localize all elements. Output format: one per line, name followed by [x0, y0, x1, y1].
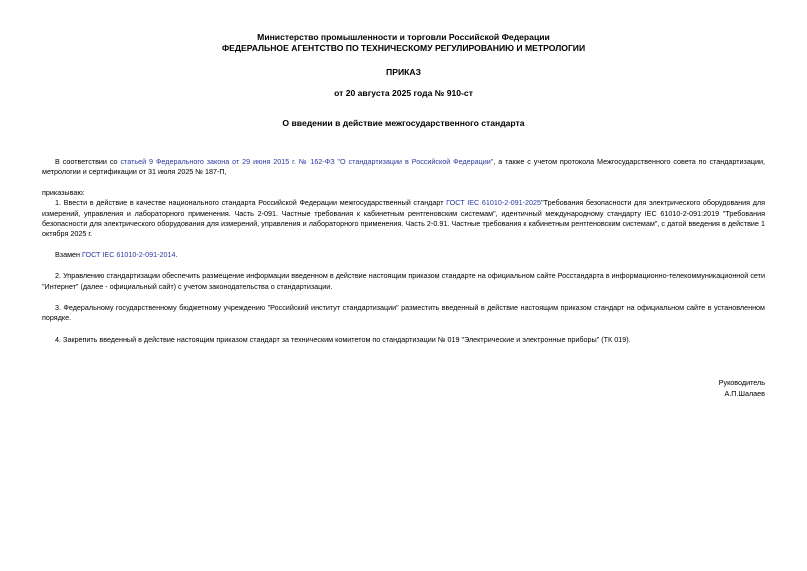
replace-prefix: Взамен: [55, 249, 82, 259]
item-1: [42, 198, 765, 240]
item-2: 2. Управлению стандартизации обеспечить размещение информации введенном в действие настоящим приказом стандарте на официальном сайте Росстандарта в информационно-телекоммуникационной сети "Интернет" (далее - официальный сайт) с учетом законодательства о стандартизации.: [42, 271, 765, 291]
gost-2025-link[interactable]: ГОСТ IEC 61010-2-091-2025: [446, 198, 542, 208]
ministry-heading: Министерство промышленности и торговли Российской Федерации: [257, 32, 550, 42]
preamble-suffix: , а также с учетом протокола Межгосударственного совета по стандартизации, метрологии и сертификации от 31 июля 2025 № 187-П,: [42, 157, 765, 177]
agency-heading: ФЕДЕРАЛЬНОЕ АГЕНТСТВО ПО ТЕХНИЧЕСКОМУ РЕГУЛИРОВАНИЮ И МЕТРОЛОГИИ: [221, 43, 586, 53]
signature-position: Руководитель: [718, 378, 765, 388]
doc-subject: О введении в действие межгосударственного стандарта: [282, 118, 525, 128]
item-4: 4. Закрепить введенный в действие настоящим приказом стандарт за техническим комитетом по стандартизации № 019 "Электрические и электронные приборы" (ТК 019).: [55, 334, 631, 344]
replace-suffix: .: [175, 249, 178, 259]
replacement-paragraph: [42, 250, 765, 260]
preamble-paragraph: [42, 157, 765, 178]
signature-name: А.П.Шалаев: [724, 388, 765, 398]
date-number: от 20 августа 2025 года № 910-ст: [334, 88, 473, 98]
doc-type: ПРИКАЗ: [386, 67, 421, 77]
gost-2014-link[interactable]: ГОСТ IEC 61010-2-091-2014: [82, 249, 176, 259]
item1-suffix: "Требования безопасности для электрического оборудования для измерений, управления и лабораторного применения. Часть 2-091. Частные требования к кабинетным рентгеновским системам", идентичный международному стандарту IEC 61010-2-091:2019 "Требования безопасности для электрического оборудования для измерений, управления и лабораторного применения. Часть 2-0.91. Частные требования к кабинетным рентгеновским системам", с датой введения в действие 1 октября 2025 г.: [42, 198, 765, 239]
law-link[interactable]: статьей 9 Федерального закона от 29 июня 2015 г. № 162-ФЗ "О стандартизации в Российской Федерации": [120, 157, 494, 166]
item1-prefix: 1. Ввести в действие в качестве национального стандарта Российской Федерации межгосударственный стандарт: [55, 198, 447, 208]
order-word: приказываю:: [42, 187, 85, 197]
item-3: 3. Федеральному государственному бюджетному учреждению "Российский институт стандартизации" разместить введенный в действие настоящим приказом стандарт на официальном сайте в установленном порядке.: [42, 303, 765, 323]
preamble-prefix: В соответствии со: [55, 157, 121, 166]
